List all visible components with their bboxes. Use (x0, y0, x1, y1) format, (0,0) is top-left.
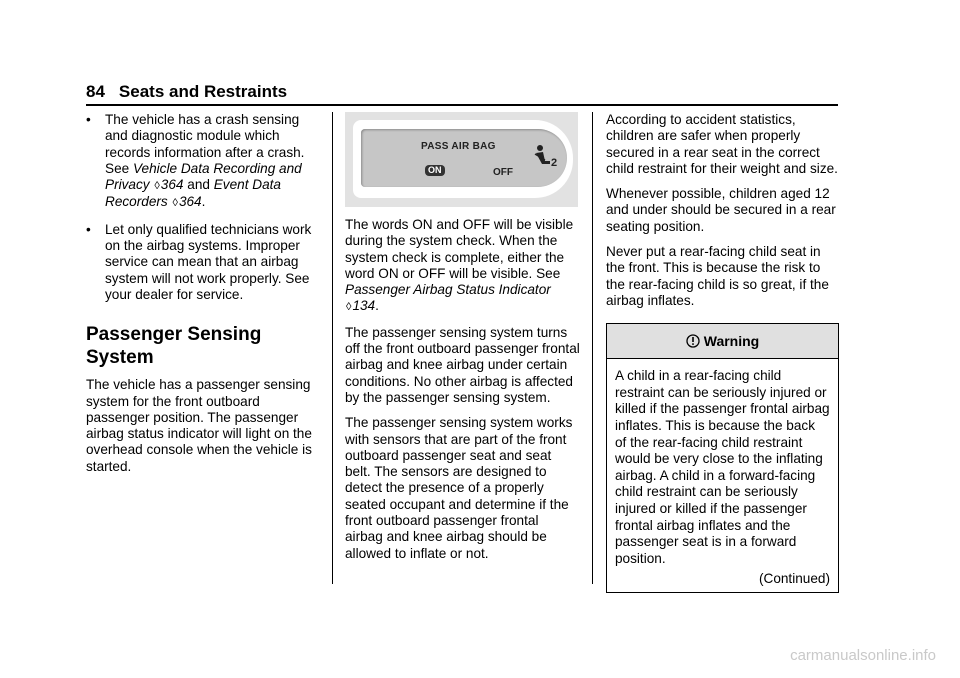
warning-icon (686, 334, 700, 348)
seat-number: 2 (551, 157, 558, 169)
page-header (86, 82, 287, 102)
bullet-item (86, 222, 318, 303)
page-number: 84 (86, 82, 105, 101)
paragraph: Whenever possible, children aged 12 and under should be secured in a rear seating position. (606, 186, 836, 234)
page-ref-364[interactable]: 364 (178, 194, 202, 210)
watermark-footer: carmanualsonline.info (790, 647, 936, 664)
indicator-off: OFF (493, 167, 513, 178)
page-ref-364[interactable]: 364 (160, 177, 184, 193)
paragraph: The vehicle has a passenger sensing system for the front outboard passenger position. The passenger airbag status indicator will light on the overhead console when the vehicle is started. (86, 377, 312, 474)
warning-header (607, 324, 838, 359)
page-ref-icon: ◊ (346, 301, 352, 314)
indicator-lens (361, 129, 567, 187)
paragraph (345, 217, 580, 316)
column-divider (592, 112, 593, 584)
indicator-title: PASS AIR BAG (421, 141, 496, 152)
header-rule (86, 104, 838, 106)
continued-label: (Continued) (758, 571, 830, 587)
warning-box (606, 323, 839, 593)
link-vehicle-data-recording[interactable]: Vehicle Data Recording and Privacy (105, 160, 302, 193)
bullet-text-mid: and (183, 177, 214, 193)
paragraph: The passenger sensing system turns off the front outboard passenger frontal airbag and knee airbag under certain conditions. No other airbag is affected by the passenger sensing system. (345, 324, 580, 405)
indicator-on: ON (425, 165, 445, 176)
page-ref-icon: ◊ (172, 197, 178, 210)
column-2 (345, 112, 580, 571)
warning-body (607, 359, 838, 592)
bullet-text: Let only qualified technicians work on the airbag systems. Improper service can mean that an airbag system will not work properly. See your dealer for service. (105, 221, 312, 302)
column-3 (606, 112, 840, 593)
paragraph-end: . (375, 298, 379, 314)
page-ref-icon: ◊ (154, 180, 160, 193)
bullet-text: The vehicle has a crash sensing and diagnostic module which records information after a crash. See (105, 112, 305, 176)
bullet-item (86, 112, 318, 212)
warning-text: A child in a rear-facing child restraint can be seriously injured or killed if the passenger frontal airbag inflates. This is because the back of the rear-facing child restraint would be very close to the inflating airbag. A child in a forward-facing child restraint can be seriously injured or killed if the passenger frontal airbag inflates and the passenger seat is in a forward position. (615, 368, 830, 566)
paragraph: The passenger sensing system works with sensors that are part of the front outboard passenger seat and seat belt. The sensors are designed to detect the presence of a properly seated occupant and determine if the front outboard passenger frontal airbag and knee airbag should be allowed to inflate or not. (345, 415, 573, 561)
warning-title: Warning (703, 333, 760, 350)
seat-belt-child-icon (531, 143, 559, 175)
section-title: Seats and Restraints (118, 82, 288, 101)
section-heading: Passenger Sensing System (86, 324, 262, 369)
paragraph: According to accident statistics, children are safer when properly secured in a rear seat in the correct child restraint for their weight and size. (606, 112, 838, 176)
link-passenger-airbag-status-indicator[interactable]: Passenger Airbag Status Indicator (345, 282, 551, 298)
column-divider (332, 112, 333, 584)
bullet-text-end: . (201, 194, 206, 210)
column-1 (86, 112, 318, 484)
bullet-dot: • (86, 112, 91, 127)
paragraph-text: The words ON and OFF will be visible during the system check. When the system check is complete, either the word ON or OFF will be visible. See (345, 217, 574, 281)
link-event-data-recorders[interactable]: Event Data Recorders (105, 177, 281, 210)
bullet-dot: • (86, 221, 91, 237)
paragraph: Never put a rear-facing child seat in the front. This is because the risk to the rear-facing child is so great, if the airbag inflates. (606, 244, 829, 308)
page-ref-134[interactable]: 134 (352, 298, 376, 314)
airbag-indicator-illustration (345, 112, 578, 207)
